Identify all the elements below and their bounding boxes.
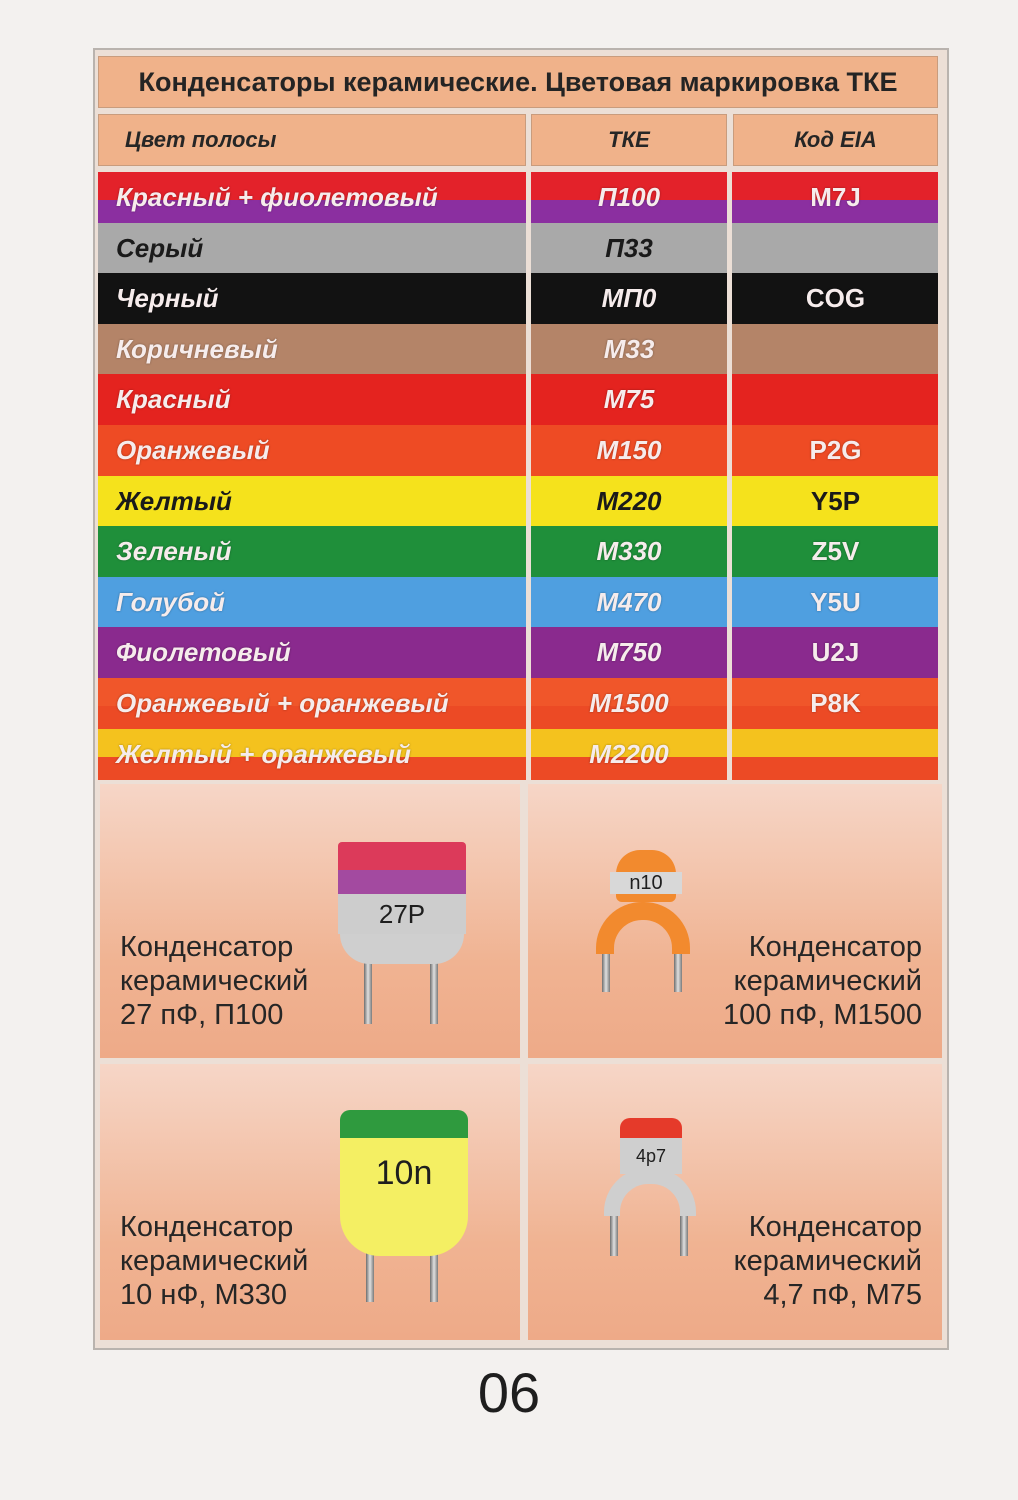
capacitor-panel-1 [100, 784, 520, 1058]
eia-cell: Y5P [810, 485, 861, 516]
column-divider [526, 172, 531, 223]
tke-cell: М2200 [589, 738, 669, 769]
tke-cell: М750 [596, 637, 662, 668]
color-row [98, 374, 938, 425]
tke-cell: М220 [596, 485, 662, 516]
color-row [98, 476, 938, 527]
eia-cell: M7J [810, 182, 861, 212]
color-cell: Оранжевый [116, 435, 270, 465]
eia-cell: Y5U [810, 586, 861, 617]
color-row [98, 577, 938, 628]
color-row [98, 627, 938, 678]
color-cell: Красный [116, 384, 231, 415]
color-row [98, 324, 938, 375]
color-cell: Желтый + оранжевый [116, 738, 411, 769]
column-divider [727, 425, 732, 476]
color-cell: Желтый [116, 485, 232, 516]
color-row [98, 526, 938, 577]
color-cell: Фиолетовый [116, 637, 291, 668]
color-cell: Красный + фиолетовый [116, 182, 438, 212]
color-cell: Зеленый [116, 536, 232, 567]
capacitor-panel-3 [100, 1064, 520, 1340]
color-row [98, 273, 938, 324]
color-row [98, 729, 938, 780]
tke-cell: П100 [597, 182, 661, 212]
column-divider [526, 526, 531, 577]
column-divider [526, 627, 531, 678]
capacitor-panel-4 [528, 1064, 942, 1340]
tke-cell: М75 [603, 384, 655, 415]
eia-cell: U2J [811, 637, 860, 668]
eia-cell [733, 223, 938, 274]
tke-cell: П33 [605, 232, 653, 263]
column-divider [727, 273, 732, 324]
capacitor-caption-2: Конденсатор керамический 100 пФ, М1500 [723, 931, 922, 1031]
column-divider [526, 374, 531, 425]
eia-cell: COG [805, 283, 866, 314]
column-divider [727, 172, 732, 223]
column-divider [526, 273, 531, 324]
color-row [98, 425, 938, 476]
column-divider [727, 374, 732, 425]
tke-cell: М1500 [589, 688, 669, 718]
capacitor-caption-1: Конденсатор керамический 27 пФ, П100 [120, 931, 309, 1031]
column-divider [727, 729, 732, 780]
capacitor-marking-2: n10 [610, 872, 682, 894]
column-divider [727, 577, 732, 628]
eia-cell: P8K [810, 688, 861, 718]
color-row [98, 678, 938, 729]
capacitor-caption-4: Конденсатор керамический 4,7 пФ, М75 [733, 1211, 922, 1311]
column-divider [727, 476, 732, 527]
column-divider [526, 729, 531, 780]
color-cell: Оранжевый + оранжевый [116, 688, 449, 718]
eia-cell [733, 374, 938, 425]
column-divider [526, 476, 531, 527]
eia-cell [733, 324, 938, 375]
column-divider [727, 678, 732, 729]
capacitor-caption-3: Конденсатор керамический 10 нФ, М330 [120, 1211, 309, 1311]
capacitor-marking-4: 4p7 [620, 1138, 682, 1174]
column-divider [526, 324, 531, 375]
color-row [98, 172, 938, 223]
column-divider [526, 678, 531, 729]
header-eia: Код EIA [733, 114, 938, 166]
color-row [98, 223, 938, 274]
eia-cell: P2G [809, 435, 862, 465]
tke-cell: МП0 [601, 283, 657, 314]
header-color: Цвет полосы [98, 114, 526, 166]
tke-cell: М33 [603, 333, 655, 364]
tke-cell: М150 [596, 435, 662, 465]
page-number: 06 [477, 1361, 541, 1424]
tke-cell: М330 [596, 536, 662, 567]
column-divider [727, 526, 732, 577]
column-divider [727, 223, 732, 274]
color-cell: Серый [116, 232, 204, 263]
header-tke: ТКЕ [531, 114, 727, 166]
capacitor-panel-2 [528, 784, 942, 1058]
column-divider [526, 425, 531, 476]
column-divider [727, 627, 732, 678]
column-divider [526, 577, 531, 628]
column-divider [526, 223, 531, 274]
eia-cell: Z5V [811, 536, 860, 567]
color-cell: Голубой [116, 586, 226, 617]
eia-cell [733, 729, 938, 780]
capacitor-marking-1: 27P [338, 894, 466, 934]
column-divider [727, 324, 732, 375]
tke-cell: М470 [596, 586, 662, 617]
color-cell: Коричневый [116, 333, 278, 364]
table-title: Конденсаторы керамические. Цветовая маркировка ТКЕ [98, 56, 938, 108]
capacitor-marking-3: 10n [375, 1153, 433, 1192]
color-cell: Черный [116, 283, 219, 314]
